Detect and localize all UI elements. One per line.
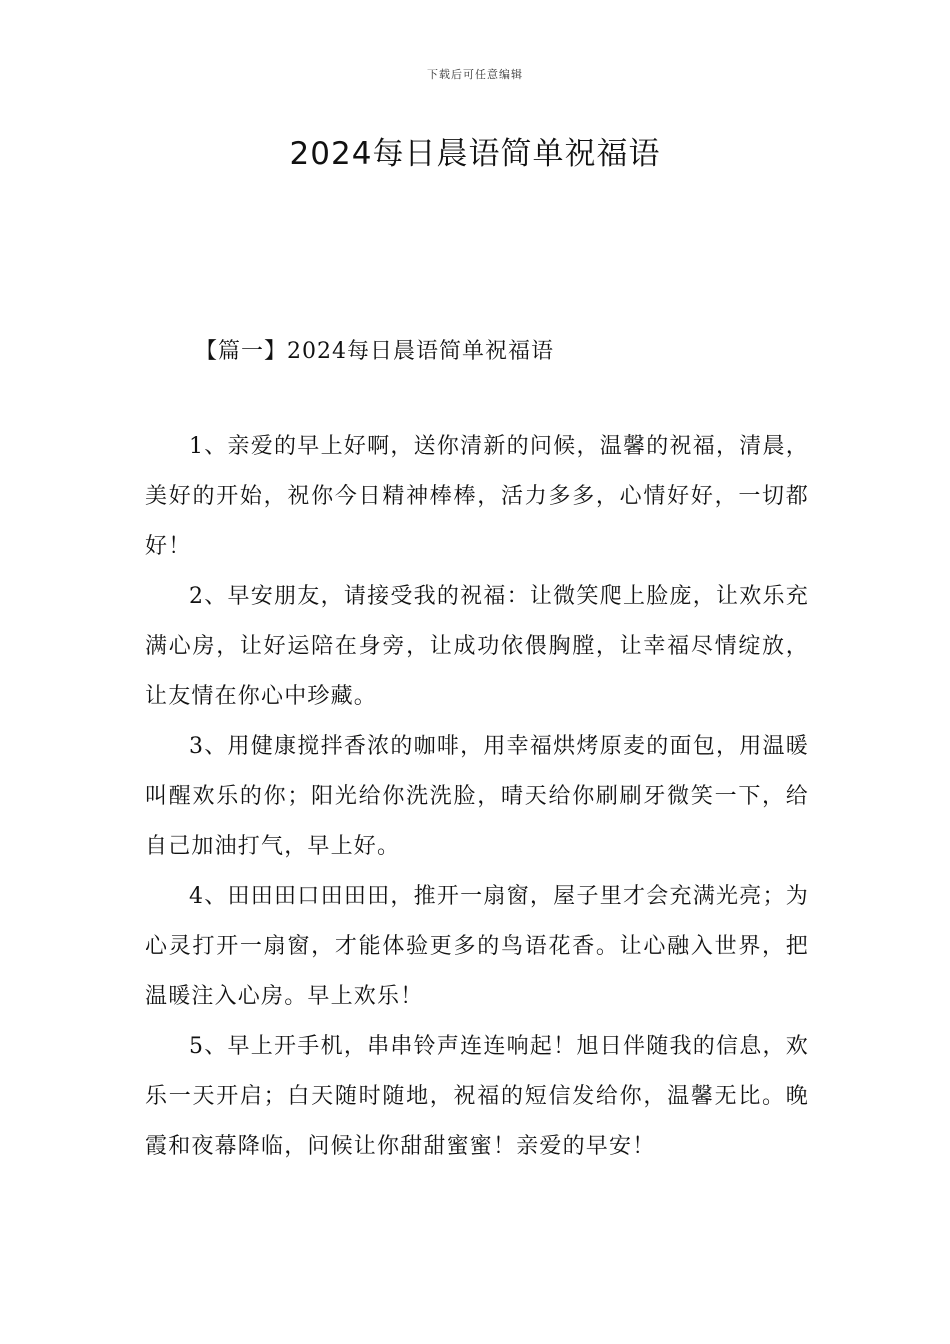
paragraph-2: 2、早安朋友，请接受我的祝福：让微笑爬上脸庞，让欢乐充满心房，让好运陪在身旁，让成功依偎胸膛，让幸福尽情绽放，让友情在你心中珍藏。 [145, 584, 809, 709]
paragraph-5: 5、早上开手机，串串铃声连连响起！旭日伴随我的信息，欢乐一天开启；白天随时随地，祝福的短信发给你，温馨无比。晚霞和夜幕降临，问候让你甜甜蜜蜜！亲爱的早安！ [145, 1034, 809, 1159]
header-note: 下载后可任意编辑 [427, 68, 523, 81]
paragraph-1: 1、亲爱的早上好啊，送你清新的问候，温馨的祝福，清晨，美好的开始，祝你今日精神棒棒，活力多多，心情好好，一切都好！ [145, 434, 809, 559]
document-title: 2024每日晨语简单祝福语 [289, 136, 661, 172]
paragraph-3: 3、用健康搅拌香浓的咖啡，用幸福烘烤原麦的面包，用温暖叫醒欢乐的你；阳光给你洗洗脸，晴天给你刷刷牙微笑一下，给自己加油打气，早上好。 [145, 734, 809, 859]
section-heading: 【篇一】2024每日晨语简单祝福语 [195, 339, 554, 364]
body-text [145, 422, 809, 1172]
paragraph-4: 4、田田田口田田田，推开一扇窗，屋子里才会充满光亮；为心灵打开一扇窗，才能体验更多的鸟语花香。让心融入世界，把温暖注入心房。早上欢乐！ [145, 884, 809, 1009]
